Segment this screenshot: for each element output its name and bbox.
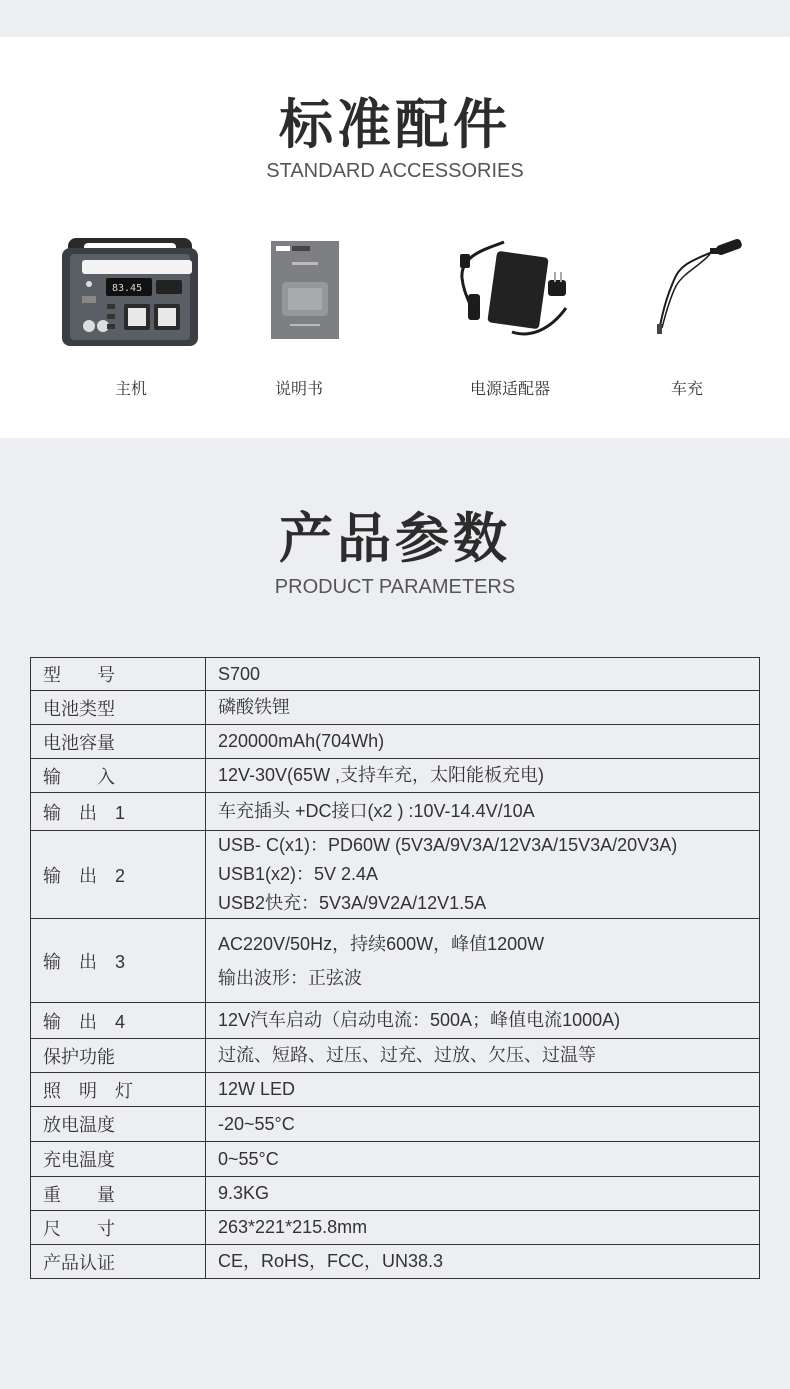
parameter-value	[206, 793, 760, 831]
parameter-value-line: 12V-30V(65W ,支持车充，太阳能板充电)	[218, 765, 545, 785]
parameter-value	[206, 1003, 760, 1039]
parameter-value-line: USB2快充：5V3A/9V2A/12V1.5A	[218, 893, 487, 913]
parameter-key: 输 出 3	[31, 919, 206, 1003]
accessory-label-manual: 说明书	[274, 379, 324, 398]
parameter-value-line: 9.3KG	[218, 1183, 270, 1203]
parameter-value-line: 磷酸铁锂	[218, 697, 290, 717]
parameter-key: 输 出 2	[31, 831, 206, 919]
parameter-value	[206, 1177, 760, 1211]
parameter-key: 输 入	[31, 759, 206, 793]
parameter-value	[206, 725, 760, 759]
parameter-value-line: USB1(x2)：5V 2.4A	[218, 864, 379, 884]
parameter-row	[31, 1142, 760, 1177]
parameter-row	[31, 1073, 760, 1107]
accessories-title: 标准配件	[279, 93, 511, 156]
parameter-value	[206, 691, 760, 725]
parameter-value	[206, 658, 760, 691]
power-adapter-icon	[450, 234, 580, 342]
parameter-key: 电池容量	[31, 725, 206, 759]
parameter-value-line: CE，RoHS，FCC，UN38.3	[218, 1251, 444, 1271]
accessory-label-adapter: 电源适配器	[469, 379, 551, 398]
accessories-subtitle: STANDARD ACCESSORIES	[266, 160, 524, 182]
parameter-key: 产品认证	[31, 1245, 206, 1279]
parameter-key: 照 明 灯	[31, 1073, 206, 1107]
parameter-row	[31, 658, 760, 691]
car-charger-icon	[650, 236, 746, 336]
parameter-value-line: 0~55°C	[218, 1148, 279, 1169]
parameter-row	[31, 759, 760, 793]
parameter-value	[206, 1142, 760, 1177]
parameter-key: 保护功能	[31, 1039, 206, 1073]
parameter-row	[31, 1245, 760, 1279]
parameter-key: 尺 寸	[31, 1211, 206, 1245]
parameter-row	[31, 1039, 760, 1073]
parameters-table	[30, 657, 760, 1279]
parameter-key: 电池类型	[31, 691, 206, 725]
parameter-row	[31, 691, 760, 725]
parameter-value	[206, 1039, 760, 1073]
parameter-row	[31, 1177, 760, 1211]
accessory-label-car-charger: 车充	[670, 379, 704, 398]
parameter-value-line: 12V汽车启动（启动电流：500A；峰值电流1000A)	[218, 1010, 621, 1030]
parameter-value	[206, 1245, 760, 1279]
parameter-value	[206, 919, 760, 1003]
accessory-label-host: 主机	[114, 379, 148, 398]
parameter-value	[206, 1107, 760, 1142]
parameter-row	[31, 1107, 760, 1142]
parameter-key: 放电温度	[31, 1107, 206, 1142]
parameter-value-line: 12W LED	[218, 1079, 296, 1099]
manual-icon	[270, 240, 340, 340]
power-station-screen-text: 83.45	[112, 283, 143, 294]
parameter-row	[31, 725, 760, 759]
parameter-value	[206, 1211, 760, 1245]
parameter-value-line: S700	[218, 663, 261, 684]
parameter-row	[31, 919, 760, 1003]
parameters-title: 产品参数	[279, 507, 511, 570]
parameter-value	[206, 1073, 760, 1107]
parameter-row	[31, 793, 760, 831]
parameter-key: 充电温度	[31, 1142, 206, 1177]
parameters-subtitle: PRODUCT PARAMETERS	[274, 576, 516, 598]
parameter-row	[31, 1003, 760, 1039]
parameter-key: 输 出 1	[31, 793, 206, 831]
power-station-icon	[60, 234, 200, 350]
parameter-key: 输 出 4	[31, 1003, 206, 1039]
parameter-value	[206, 831, 760, 919]
parameter-value-line: 车充插头 +DC接口(x2 ) :10V-14.4V/10A	[218, 801, 535, 821]
parameter-value-line: 220000mAh(704Wh)	[218, 731, 385, 751]
parameter-row	[31, 831, 760, 919]
parameter-key: 型 号	[31, 658, 206, 691]
parameter-value-line: -20~55°C	[218, 1113, 295, 1134]
parameter-value-line: 输出波形：正弦波	[218, 967, 362, 988]
parameter-value-line: 过流、短路、过压、过充、过放、欠压、过温等	[218, 1045, 596, 1065]
parameter-row	[31, 1211, 760, 1245]
parameter-value-line: 263*221*215.8mm	[218, 1217, 368, 1237]
parameter-value	[206, 759, 760, 793]
parameter-value-line: AC220V/50Hz，持续600W，峰值1200W	[218, 933, 545, 954]
parameter-key: 重 量	[31, 1177, 206, 1211]
parameter-value-line: USB- C(x1)：PD60W (5V3A/9V3A/12V3A/15V3A/20V3A)	[218, 835, 678, 855]
